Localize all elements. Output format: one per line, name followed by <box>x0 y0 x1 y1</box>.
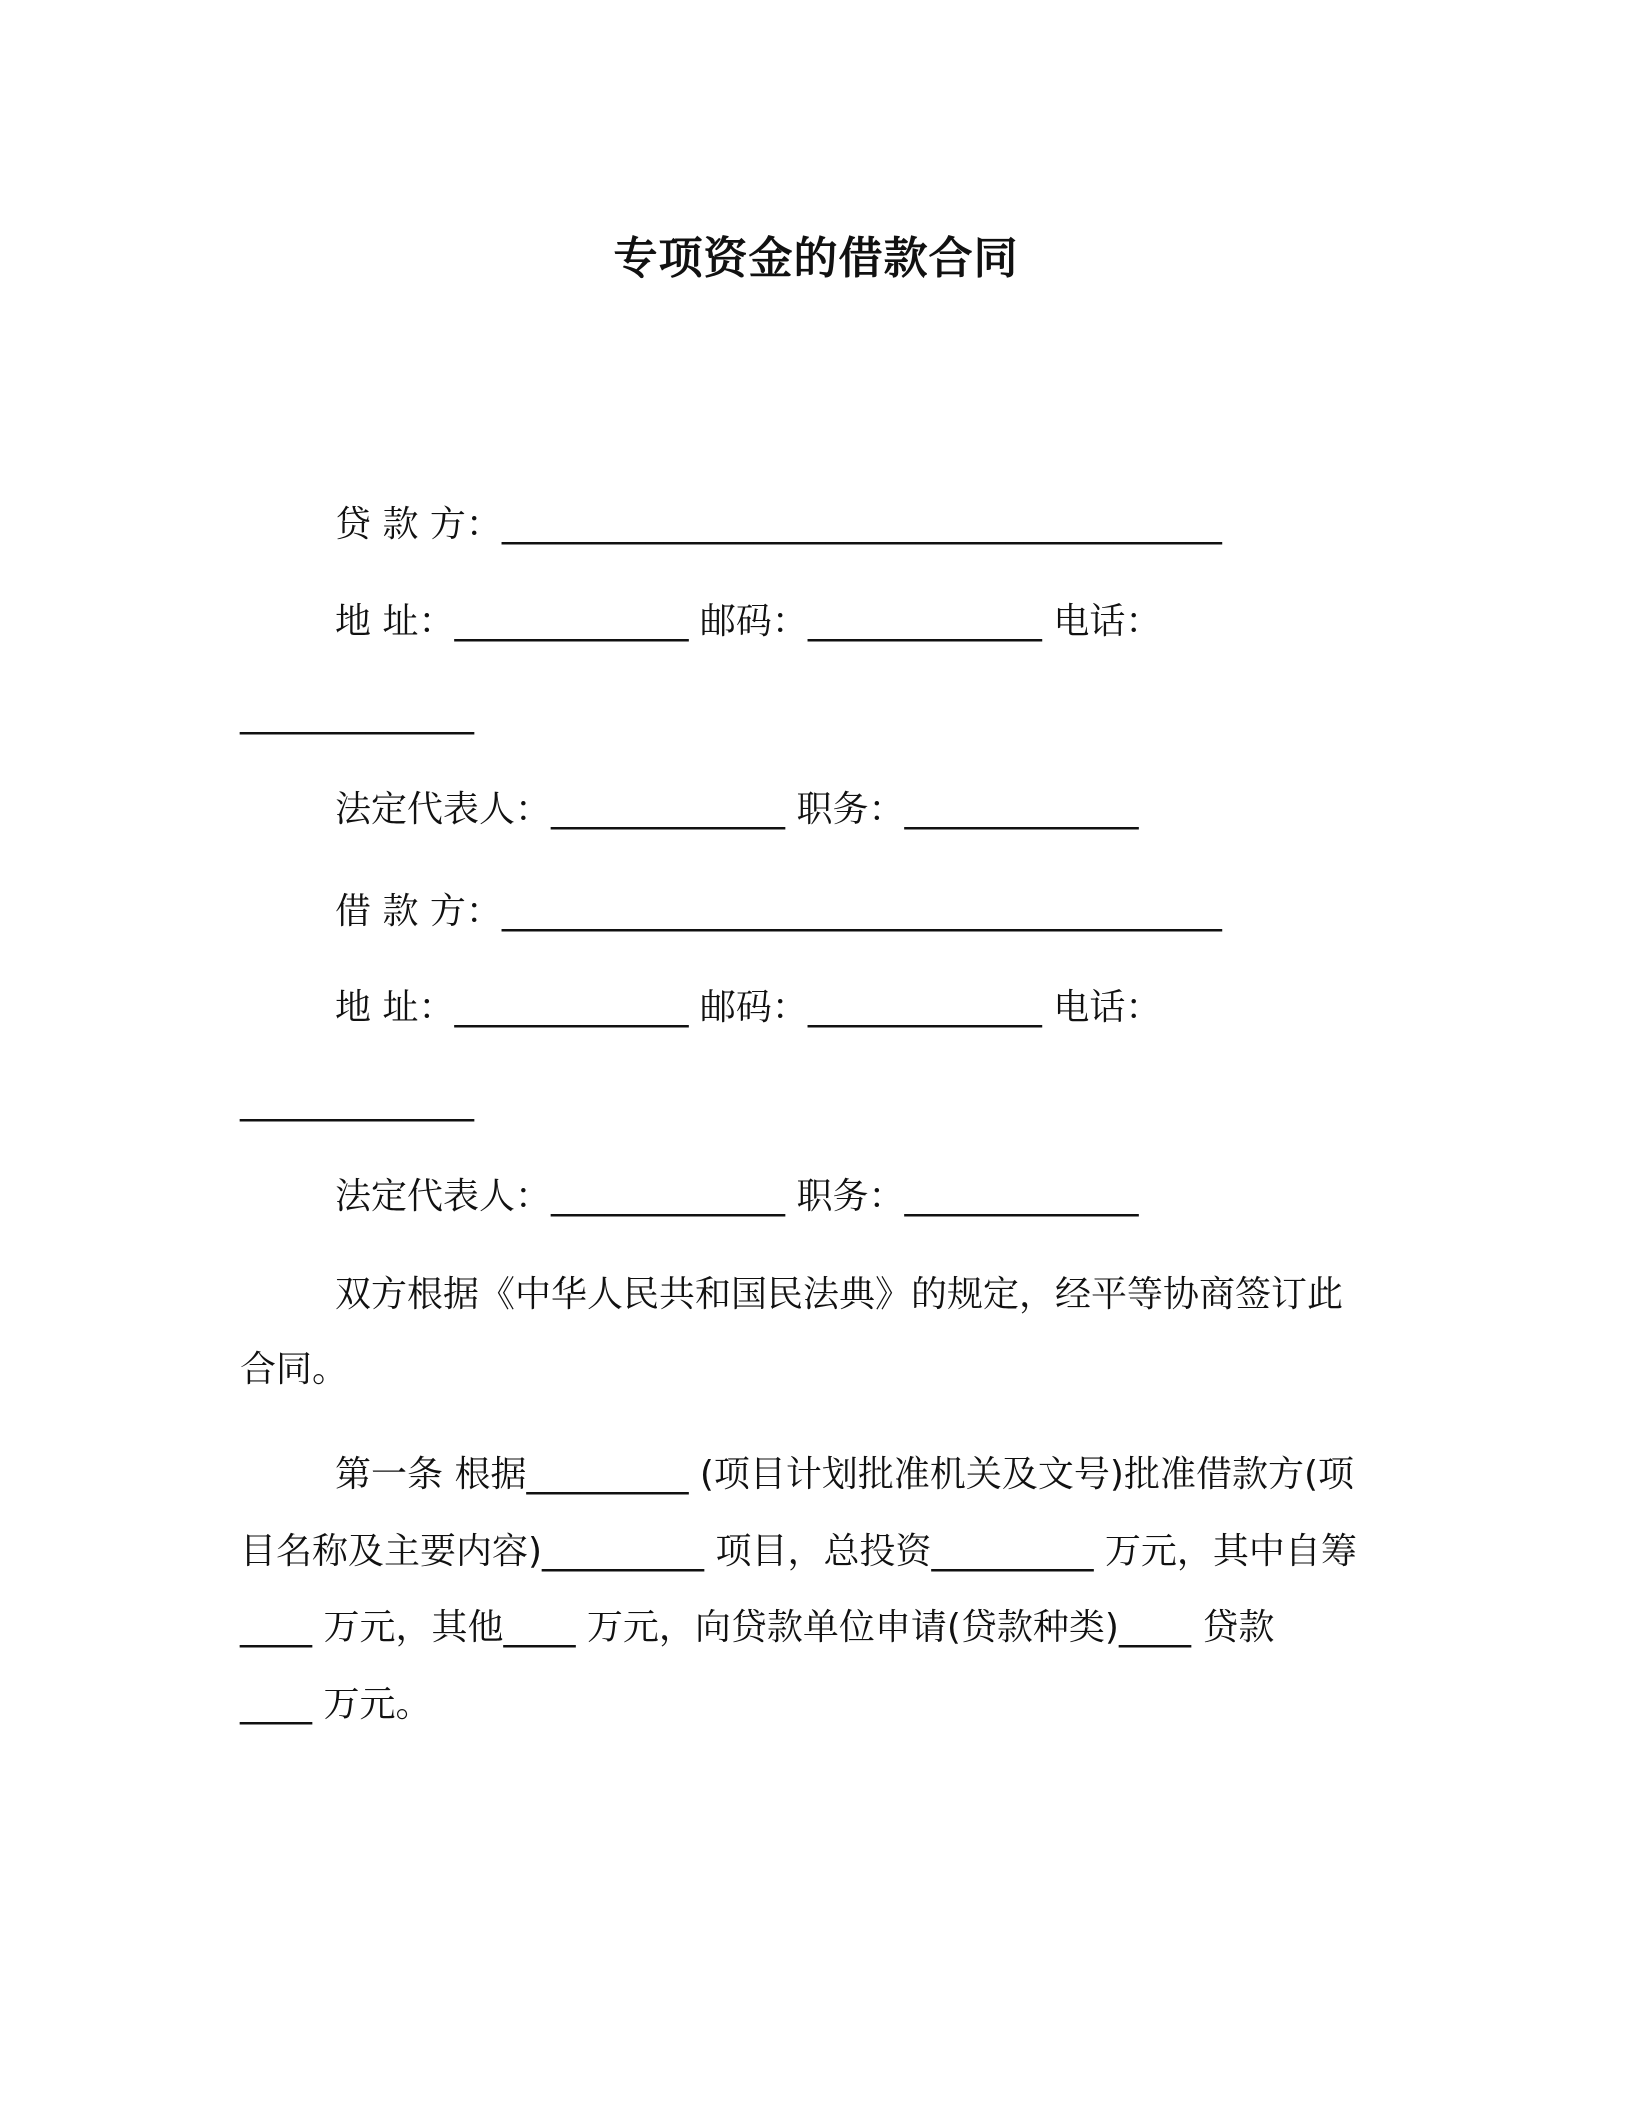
lender-phone-blank: _____________ <box>240 694 474 735</box>
article1-line-1: 第一条 根据_________ (项目计划批准机关及文号)批准借款方(项 <box>335 1454 1355 1495</box>
borrower-name-line: 借 款 方：________________________________________ <box>335 891 1222 932</box>
lender-name-line: 贷 款 方：________________________________________ <box>335 504 1222 545</box>
article1-line-2: 目名称及主要内容)_________ 项目，总投资_________ 万元，其中自筹 <box>240 1531 1357 1572</box>
lender-legal-rep-line: 法定代表人：_____________ 职务：_____________ <box>335 789 1139 830</box>
preamble-line-2: 合同。 <box>240 1349 349 1390</box>
document-title: 专项资金的借款合同 <box>613 233 1019 284</box>
article1-line-4: ____ 万元。 <box>240 1684 432 1725</box>
lender-address-line: 地 址：_____________ 邮码：_____________ 电话： <box>335 601 1162 642</box>
preamble-line-1: 双方根据《中华人民共和国民法典》的规定，经平等协商签订此 <box>335 1274 1344 1315</box>
borrower-phone-blank: _____________ <box>240 1081 474 1122</box>
borrower-address-line: 地 址：_____________ 邮码：_____________ 电话： <box>335 987 1162 1028</box>
borrower-legal-rep-line: 法定代表人：_____________ 职务：_____________ <box>335 1176 1139 1217</box>
article1-line-3: ____ 万元，其他____ 万元，向贷款单位申请(贷款种类)____ 贷款 <box>240 1607 1275 1648</box>
